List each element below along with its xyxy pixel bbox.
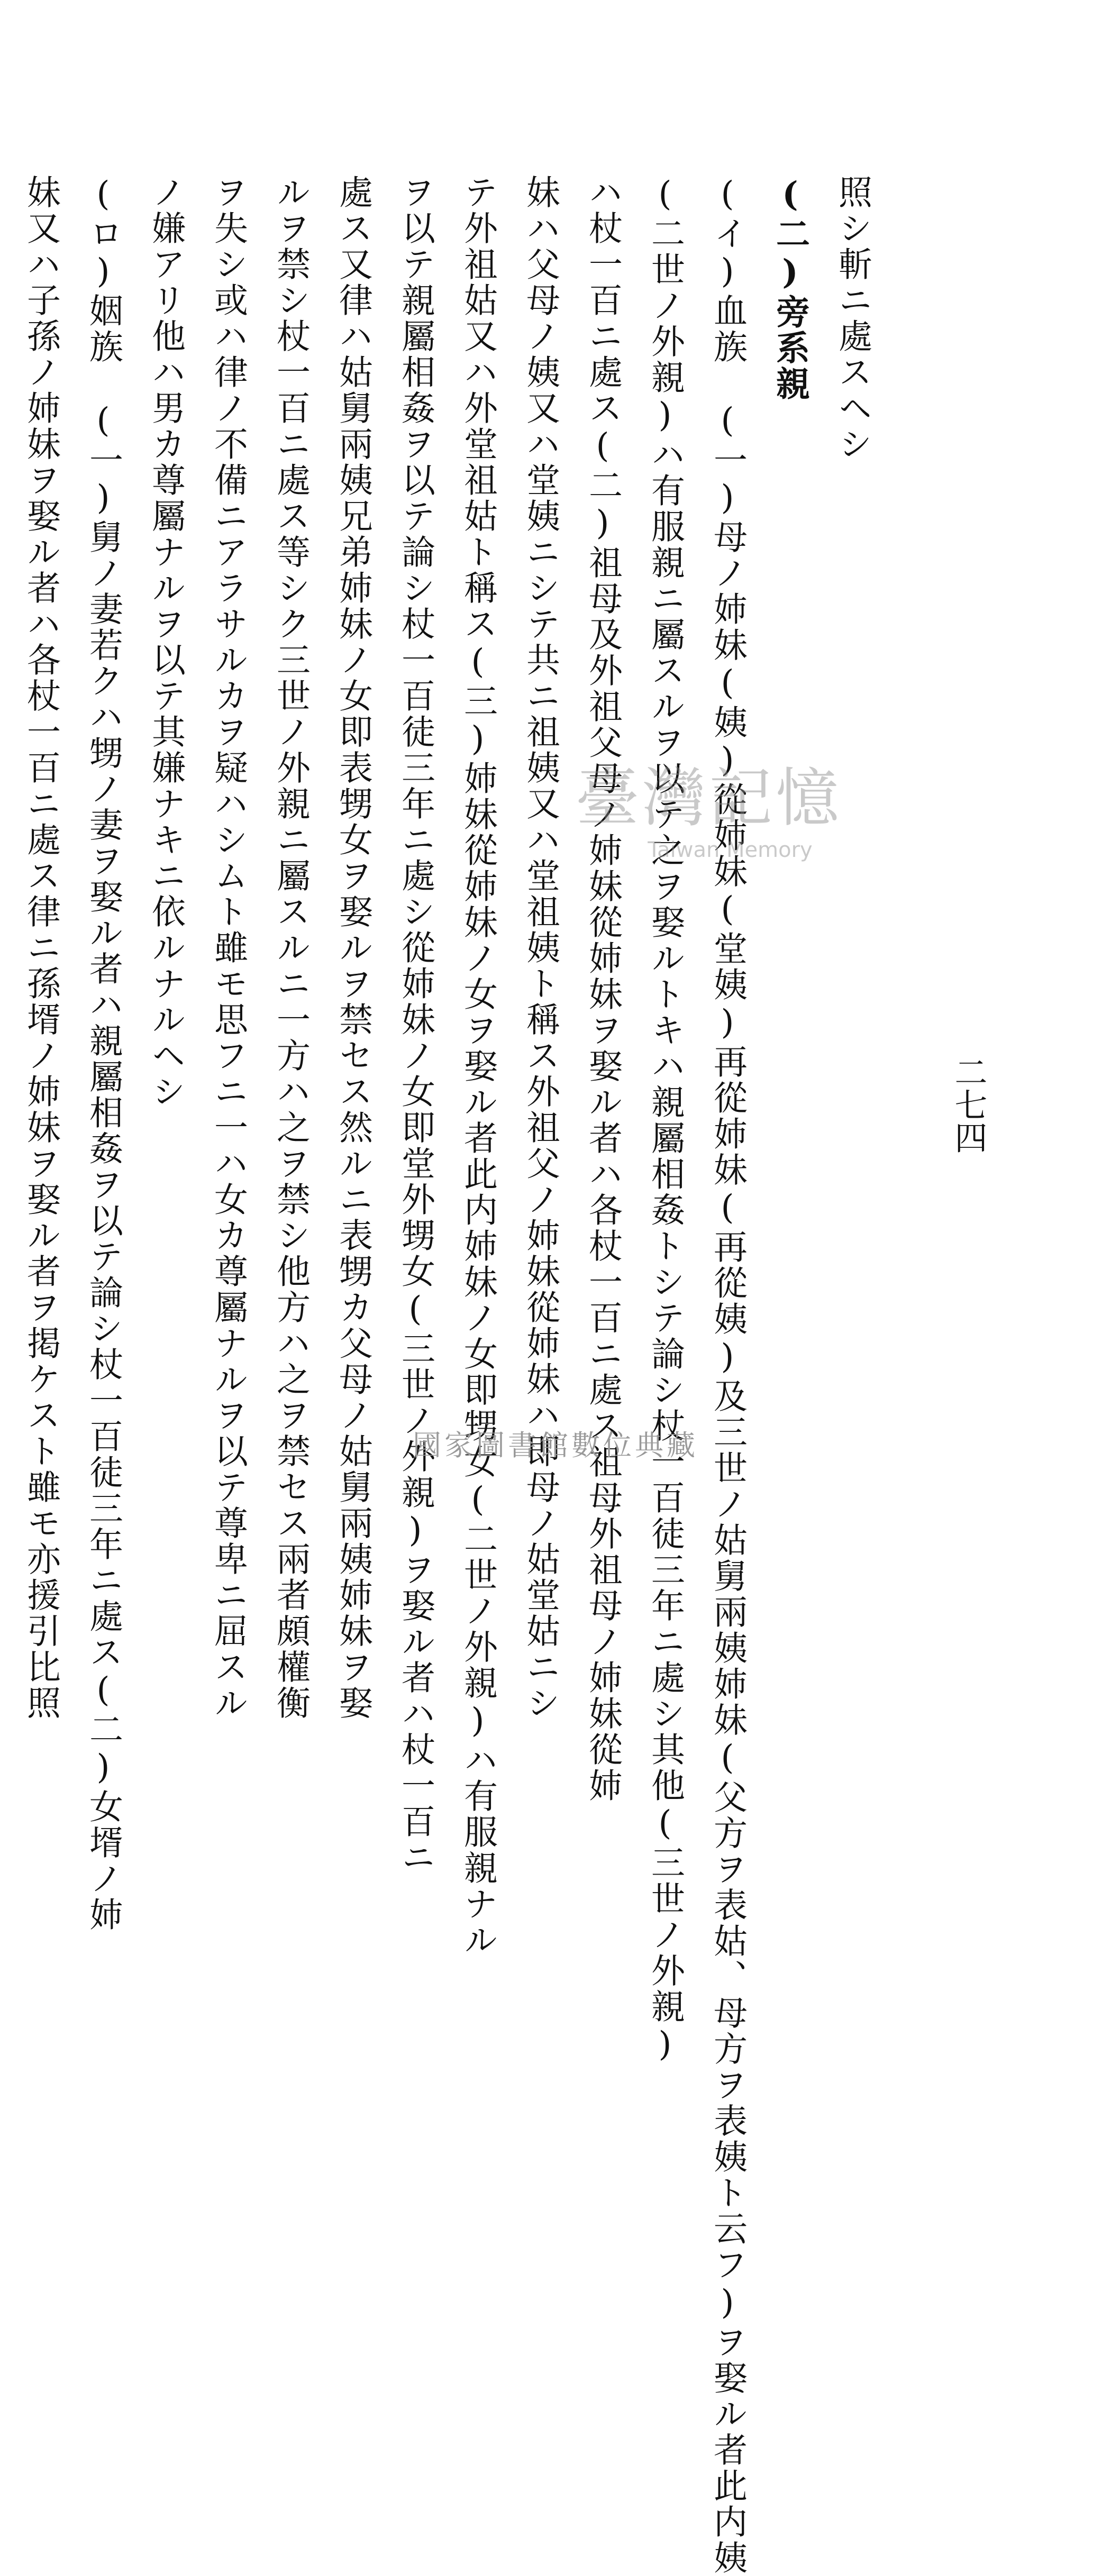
text-column: (二世ノ外親)ハ有服親ニ屬スルヲ以テ之ヲ娶ルトキハ親屬相姦トシテ論シ杖一百徒三年ニ處シ其他(三世ノ外親) <box>645 175 685 2066</box>
archive-footer: 國家圖書館數位典藏 <box>413 1429 698 1462</box>
text-column: (ロ)姻族 (一)舅ノ妻若クハ甥ノ妻ヲ娶ル者ハ親屬相姦ヲ以テ論シ杖一百徒三年ニ處ス(二)女壻ノ姉 <box>84 175 123 1933</box>
page-number: 二七四 <box>949 1055 988 1154</box>
text-column: テ外祖姑又ハ外堂祖姑ト稱ス(三)姉妹從姉妹ノ女ヲ娶ル者此内姉妹ノ女即甥女(二世ノ外親)ハ有服親ナル <box>458 175 497 1958</box>
text-column: 妹又ハ子孫ノ姉妹ヲ娶ル者ハ各杖一百ニ處ス律ニ孫壻ノ姉妹ヲ娶ル者ヲ掲ケスト雖モ亦援引比照 <box>21 175 60 1721</box>
section-heading: (二)旁系親 <box>770 175 810 402</box>
text-column: ノ嫌アリ他ハ男カ尊屬ナルヲ以テ其嫌ナキニ依ルナルヘシ <box>146 175 185 1110</box>
text-column: (イ)血族 (一)母ノ姉妹(姨)從姉妹(堂姨)再從姉妹(再從姨)及三世ノ姑舅兩姨姉妹(父方ヲ表姑、母方ヲ表姨ト云フ)ヲ娶ル者此内姨 <box>708 175 747 2576</box>
text-column: ヲ失シ或ハ律ノ不備ニアラサルカヲ疑ハシムト雖モ思フニ一ハ女カ尊屬ナルヲ以テ尊卑ニ屈スル <box>208 175 248 1721</box>
text-column: ルヲ禁シ杖一百ニ處ス等シク三世ノ外親ニ屬スルニ一方ハ之ヲ禁シ他方ハ之ヲ禁セス兩者頗權衡 <box>271 175 310 1721</box>
watermark-logo-text: 臺灣記憶 <box>576 762 842 835</box>
text-column: 妹ハ父母ノ姨又ハ堂姨ニシテ共ニ祖姨又ハ堂祖姨ト稱ス外祖父ノ姉妹從姉妹ハ即母ノ姑堂姑ニシ <box>521 175 560 1721</box>
text-column: ヲ以テ親屬相姦ヲ以テ論シ杖一百徒三年ニ處シ從姉妹ノ女即堂外甥女(三世ノ外親)ヲ娶ル者ハ杖一百ニ <box>396 175 435 1876</box>
text-column: 處ス又律ハ姑舅兩姨兄弟姉妹ノ女即表甥女ヲ娶ルヲ禁セス然ルニ表甥カ父母ノ姑舅兩姨姉妹ヲ娶 <box>333 175 372 1721</box>
text-column <box>0 175 10 1381</box>
watermark-sub-text: Taiwan Memory <box>648 838 813 862</box>
text-column: 照シ斬ニ處スヘシ <box>833 175 872 462</box>
text-column: ハ杖一百ニ處ス(二)祖母及外祖父母ノ姉妹從姉妹ヲ娶ル者ハ各杖一百ニ處ス祖母外祖母ノ姉妹從姉 <box>583 175 622 1804</box>
